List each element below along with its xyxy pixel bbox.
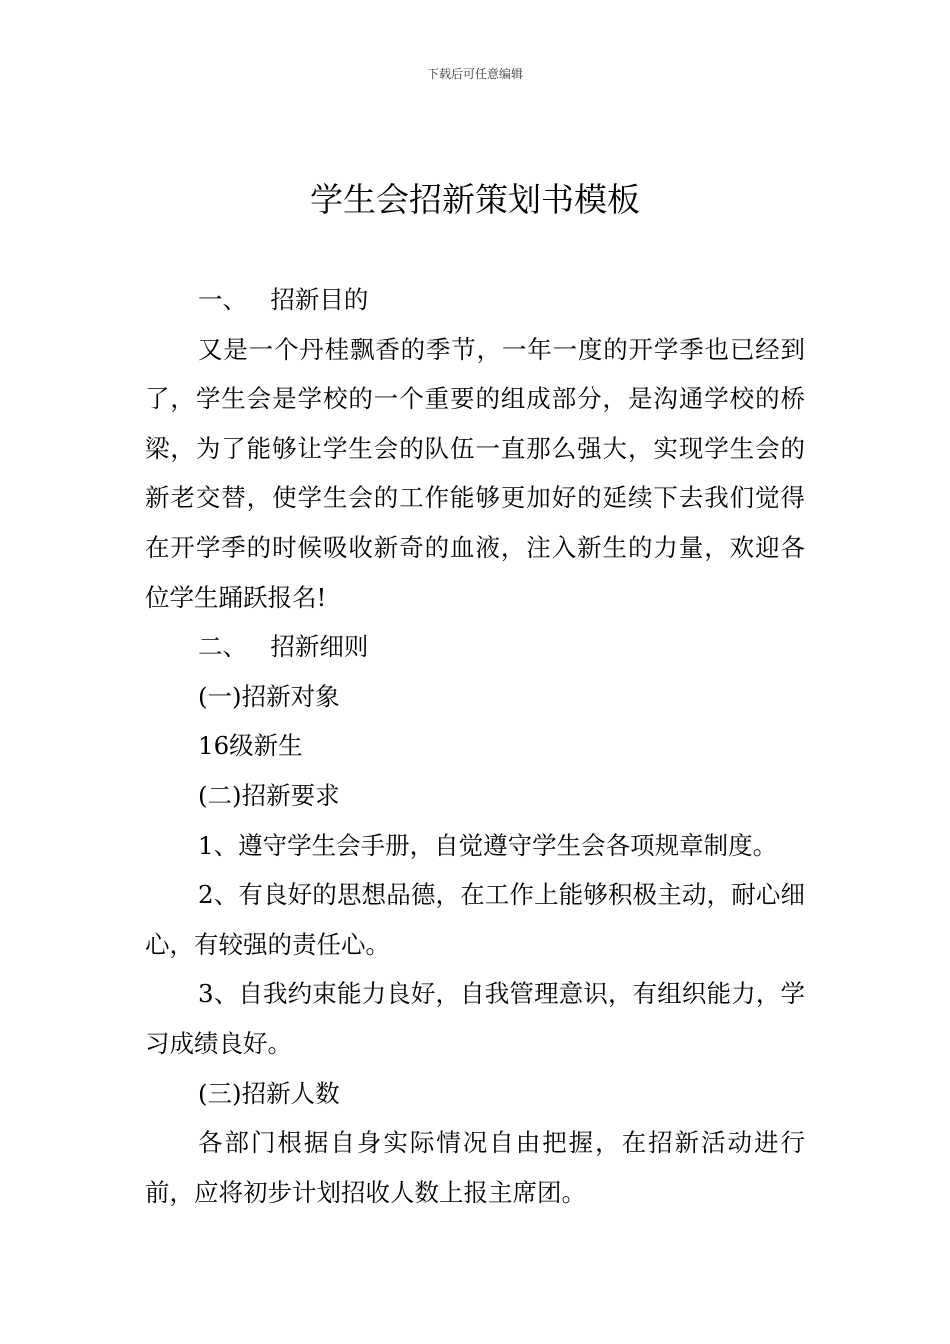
section-number: 一、 [198,285,247,314]
requirement-item-1: 1、遵守学生会手册，自觉遵守学生会各项规章制度。 [198,830,778,860]
requirement-item-3: 3、自我约束能力良好，自我管理意识，有组织能力，学习成绩良好。 [145,979,805,1058]
requirement-item-2: 2、有良好的思想品德，在工作上能够积极主动，耐心细心，有较强的责任心。 [145,880,805,959]
section-heading-text: 招新目的 [270,285,369,314]
section-heading-details [145,622,805,672]
section-heading-text: 招新细则 [270,632,369,662]
section-number: 二、 [198,632,247,662]
subheading-target: (一)招新对象 [198,681,340,711]
paragraph-purpose: 又是一个丹桂飘香的季节，一年一度的开学季也已经到了，学生会是学校的一个重要的组成部分，是沟通学校的桥梁，为了能够让学生会的队伍一直那么强大，实现学生会的新老交替，使学生会的工作能够更加好的延续下去我们觉得在开学季的时候吸收新奇的血液，注入新生的力量，欢迎各位学生踊跃报名! [145,334,805,612]
header-note: 下载后可任意编辑 [426,67,523,81]
subheading-headcount: (三)招新人数 [198,1078,340,1108]
document-title: 学生会招新策划书模板 [310,180,640,219]
section-heading-purpose [145,275,805,325]
paragraph-target: 16级新生 [198,731,303,761]
subheading-requirements: (二)招新要求 [198,780,340,810]
document-body [145,275,805,1217]
paragraph-headcount: 各部门根据自身实际情况自由把握，在招新活动进行前，应将初步计划招收人数上报主席团。 [145,1128,805,1207]
